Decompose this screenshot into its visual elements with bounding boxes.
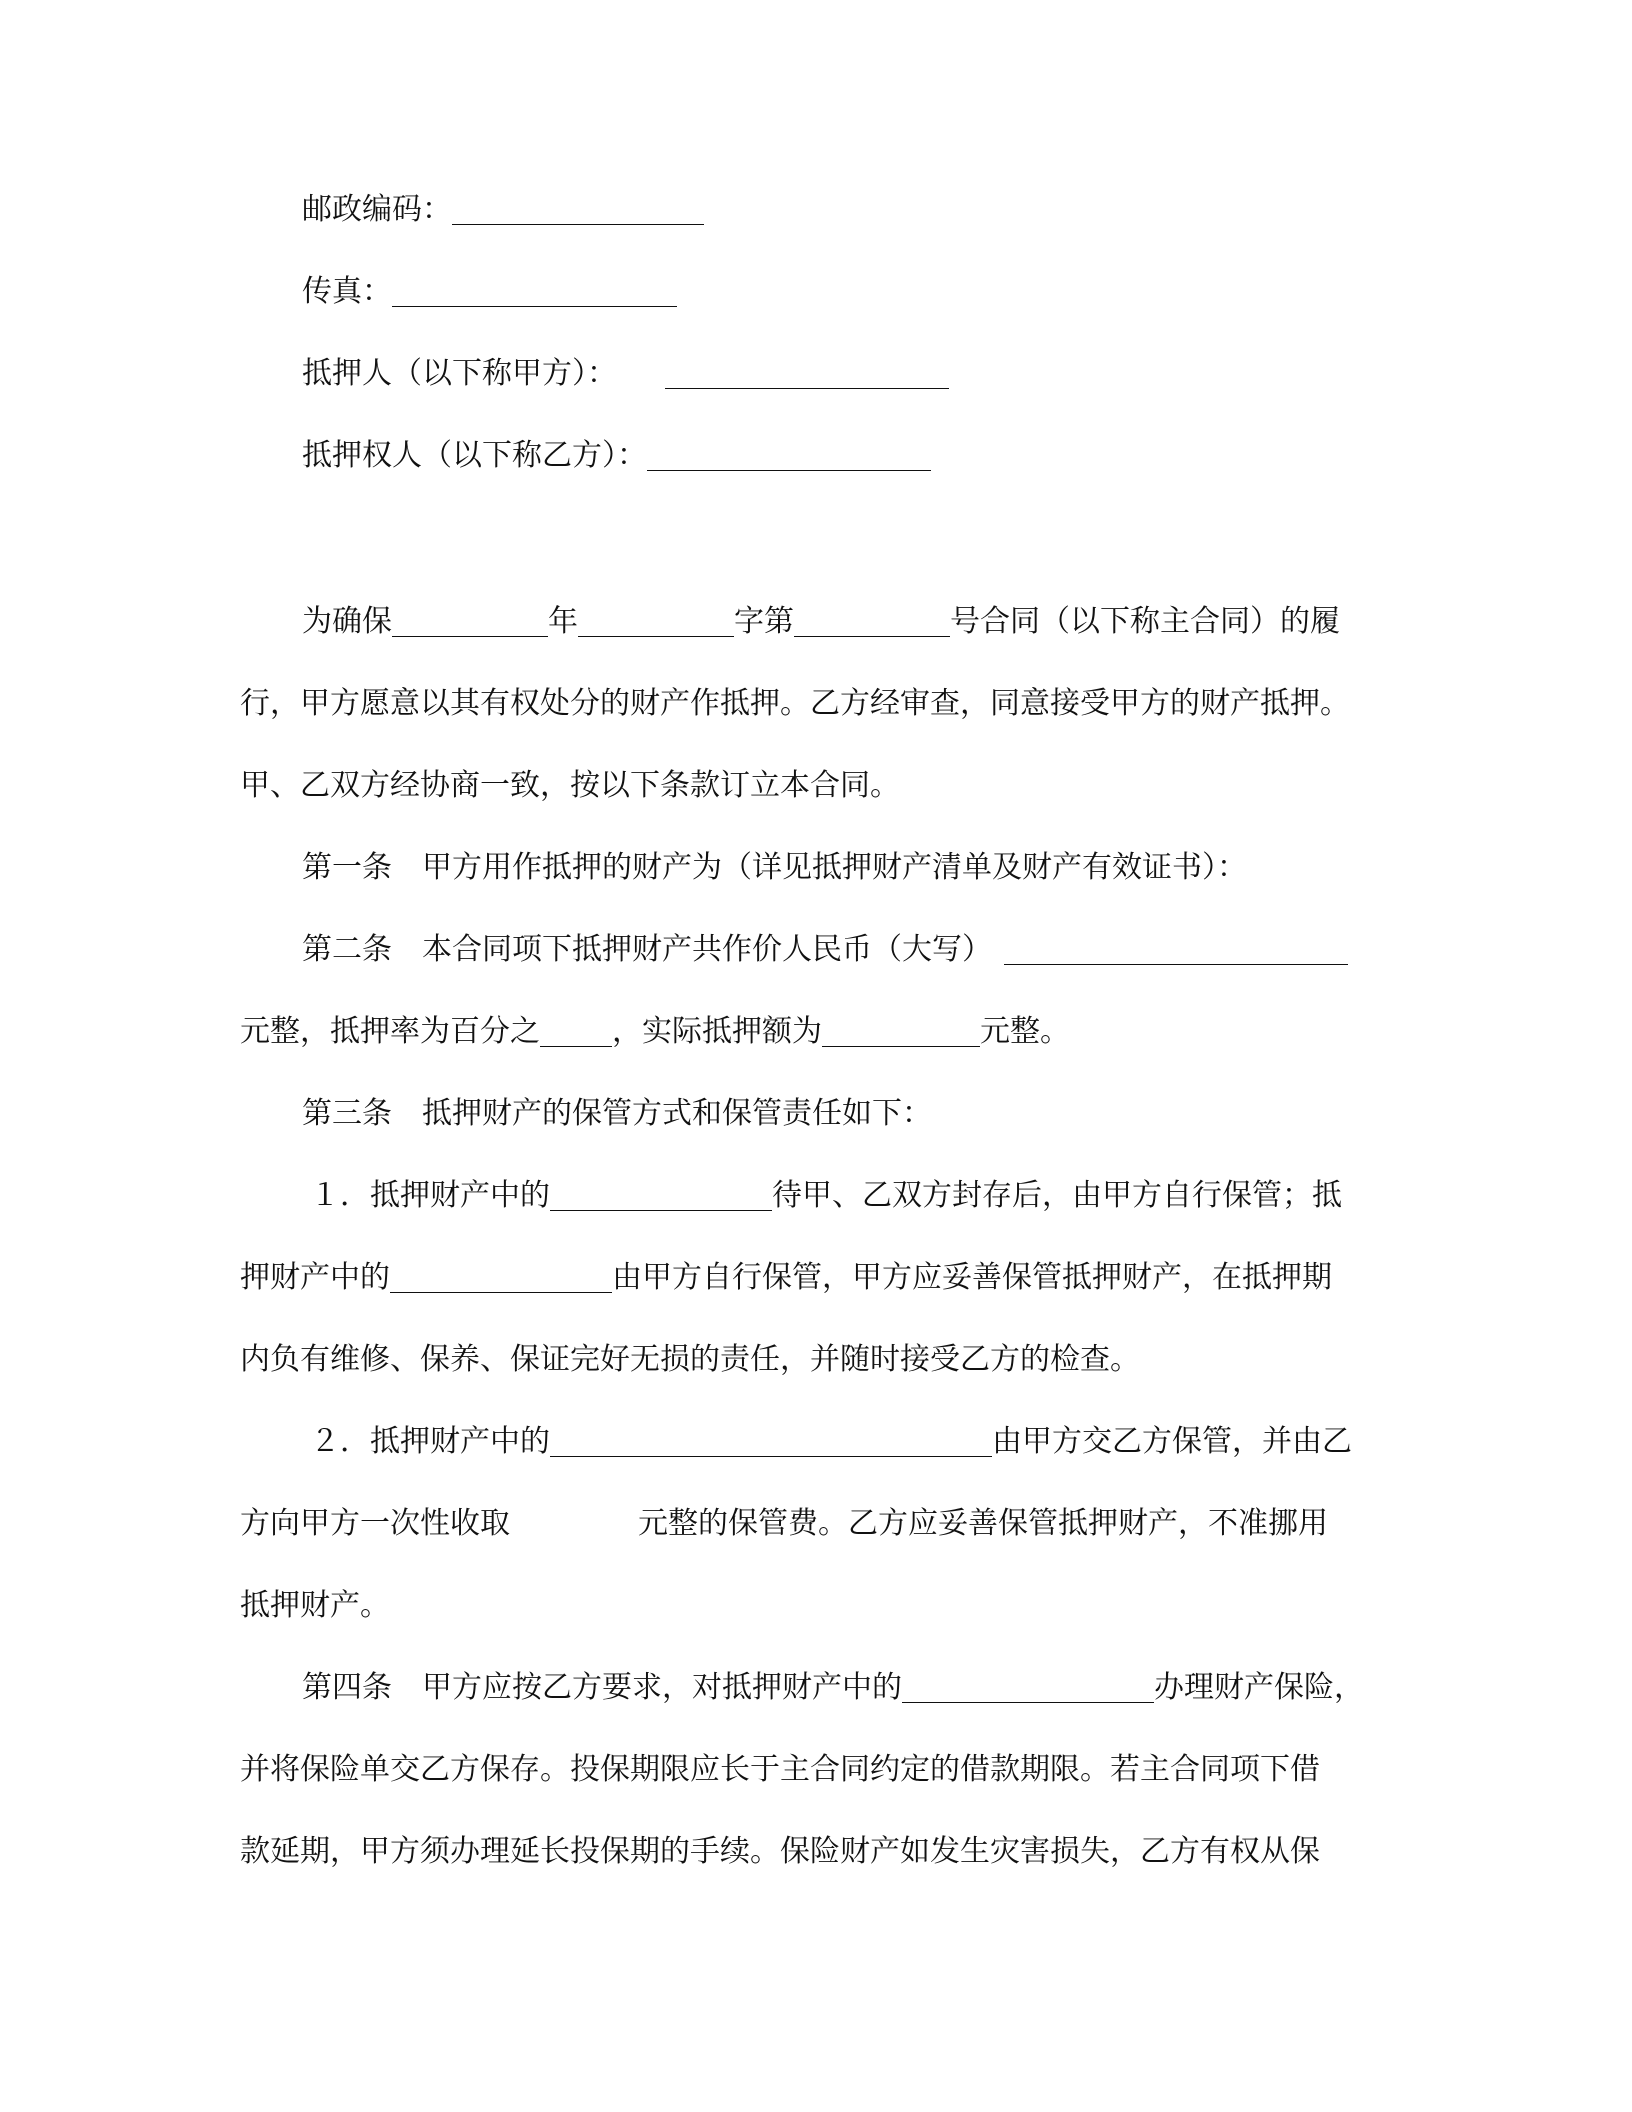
article-text: 办理财产保险， [1154,1670,1364,1705]
article-3-item-2-line-3: 抵押财产。 [240,1588,390,1623]
article-2-line-2 [240,1002,1390,1062]
fax-blank[interactable] [392,268,677,307]
article-text: ２．抵押财产中的 [310,1424,550,1459]
self-kept-property-blank[interactable] [390,1254,612,1293]
contract-year-blank[interactable] [392,598,548,637]
article-3-item-2-line-1 [310,1412,1460,1472]
mortgagor-label: 抵押人（以下称甲方）： [302,356,617,391]
insured-property-blank[interactable] [902,1664,1154,1703]
article-text: 第四条 甲方应按乙方要求，对抵押财产中的 [302,1670,902,1705]
article-text: 方向甲方一次性收取 [240,1506,510,1541]
contract-number-blank[interactable] [794,598,950,637]
fax-line [302,262,1452,322]
mortgagee-label: 抵押权人（以下称乙方）： [302,438,647,473]
article-3-item-1-line-3: 内负有维修、保养、保证完好无损的责任，并随时接受乙方的检查。 [240,1342,1140,1377]
fax-label: 传真： [302,274,392,309]
article-text: 元整，抵押率为百分之 [240,1014,540,1049]
article-text: 由甲方交乙方保管，并由乙 [992,1424,1352,1459]
article-text: 第二条 本合同项下抵押财产共作价人民币（大写） [302,932,992,967]
mortgagor-blank[interactable] [665,350,949,389]
preamble-text: 年 [548,604,578,639]
postal-code-blank[interactable] [452,186,704,225]
transferred-property-blank[interactable] [550,1418,992,1457]
contract-word-blank[interactable] [578,598,734,637]
actual-amount-blank[interactable] [822,1008,980,1047]
mortgagee-line [302,426,1452,486]
article-2-line-1 [302,920,1452,980]
article-3: 第三条 抵押财产的保管方式和保管责任如下： [302,1096,932,1131]
article-text: 押财产中的 [240,1260,390,1295]
preamble-text: 号合同（以下称主合同）的履 [950,604,1340,639]
mortgagee-blank[interactable] [647,432,931,471]
preamble-text: 为确保 [302,604,392,639]
preamble-line-3: 甲、乙双方经协商一致，按以下条款订立本合同。 [240,768,900,803]
article-text: 元整。 [980,1014,1070,1049]
postal-code-label: 邮政编码： [302,192,452,227]
preamble-line-1 [302,592,1452,652]
article-4-line-3: 款延期，甲方须办理延长投保期的手续。保险财产如发生灾害损失，乙方有权从保 [240,1834,1320,1869]
article-text: 由甲方自行保管，甲方应妥善保管抵押财产，在抵押期 [612,1260,1332,1295]
article-text: 待甲、乙双方封存后，由甲方自行保管；抵 [772,1178,1342,1213]
article-text: ，实际抵押额为 [612,1014,822,1049]
article-text: １．抵押财产中的 [310,1178,550,1213]
postal-code-line [302,180,1452,240]
article-3-item-1-line-2 [240,1248,1390,1308]
article-1: 第一条 甲方用作抵押的财产为（详见抵押财产清单及财产有效证书）： [302,850,1247,885]
article-text: 元整的保管费。乙方应妥善保管抵押财产，不准挪用 [638,1506,1328,1541]
mortgage-rate-blank[interactable] [540,1008,612,1047]
article-4-line-2: 并将保险单交乙方保存。投保期限应长于主合同约定的借款期限。若主合同项下借 [240,1752,1320,1787]
article-3-item-1-line-1 [310,1166,1460,1226]
article-3-item-2-line-2 [240,1494,1390,1554]
article-4-line-1 [302,1658,1452,1718]
preamble-text: 字第 [734,604,794,639]
sealed-property-blank[interactable] [550,1172,772,1211]
valuation-amount-blank[interactable] [1004,926,1348,965]
preamble-line-2: 行，甲方愿意以其有权处分的财产作抵押。乙方经审查，同意接受甲方的财产抵押。 [240,686,1350,721]
mortgagor-line [302,344,1452,404]
